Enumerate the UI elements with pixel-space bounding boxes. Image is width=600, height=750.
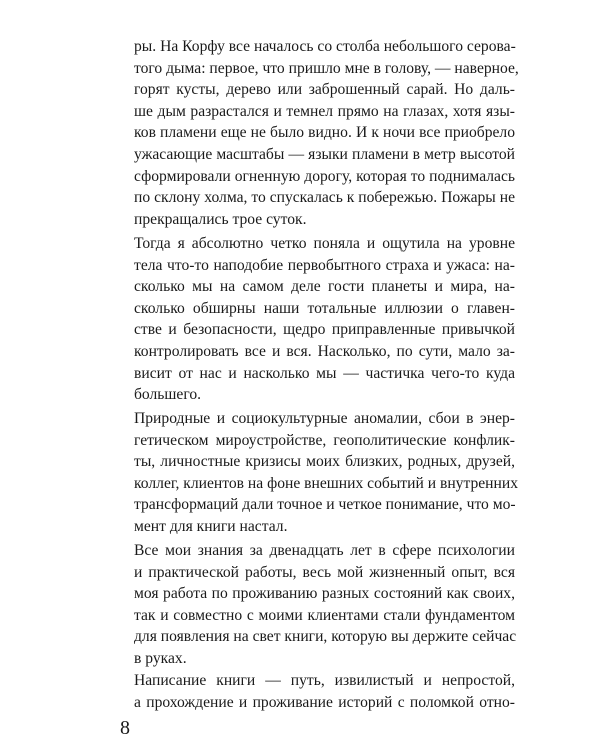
text-line: сколько мы на самом деле гости планеты и мира, на- bbox=[134, 278, 515, 296]
text-line: горят кусты, дерево или заброшенный сарай. Но даль- bbox=[134, 81, 515, 99]
text-line: ше дым разрастался и темнел прямо на глазах, хотя язы- bbox=[134, 102, 515, 120]
text-line: гетическом мироустройстве, геополитические конфлик- bbox=[134, 431, 515, 449]
text-line: того дыма: первое, что пришло мне в голову, — наверное, bbox=[134, 59, 519, 77]
text-line: ков пламени еще не было видно. И к ночи все приобрело bbox=[134, 124, 515, 142]
paragraph-5 bbox=[134, 670, 515, 713]
text-line: и практической работы, весь мой жизненный опыт, вся bbox=[134, 563, 515, 581]
text-line: а прохождение и проживание историй с поломкой отно- bbox=[134, 693, 515, 711]
text-line: стве и безопасности, щедро приправленные привычкой bbox=[134, 321, 515, 339]
page-number: 8 bbox=[120, 717, 130, 739]
text-line: прекращались трое суток. bbox=[134, 210, 307, 228]
text-line: сколько обширны наши тотальные иллюзии о главен- bbox=[134, 299, 515, 317]
text-line: большего. bbox=[134, 386, 202, 404]
text-line: моя работа по проживанию разных состояний как своих, bbox=[134, 585, 515, 603]
text-line: мент для книги настал. bbox=[134, 517, 288, 535]
text-line: Все мои знания за двенадцать лет в сфере психологии bbox=[134, 542, 515, 559]
text-line: Природные и социокультурные аномалии, сбои в энер- bbox=[134, 410, 515, 427]
text-line: Тогда я абсолютно четко поняла и ощутила на уровне bbox=[134, 235, 515, 252]
text-line: контролировать все и вся. Насколько, по сути, мало за- bbox=[134, 342, 515, 360]
text-line: тела что-то наподобие первобытного страха и ужаса: на- bbox=[134, 256, 515, 274]
paragraph-1 bbox=[134, 36, 519, 230]
text-line: Написание книги — путь, извилистый и непростой, bbox=[134, 672, 515, 689]
text-line: коллег, клиентов на фоне внешних событий и внутренних bbox=[134, 474, 519, 492]
paragraph-3 bbox=[134, 408, 519, 538]
text-line: ты, личностные кризисы моих близких, родных, друзей, bbox=[134, 453, 515, 471]
text-line: в руках. bbox=[134, 649, 187, 667]
text-line: ужасающие масштабы — языки пламени в метр высотой bbox=[134, 145, 515, 163]
text-line: сформировали огненную дорогу, которая то поднималась bbox=[134, 167, 515, 185]
paragraph-4 bbox=[134, 540, 515, 670]
text-line: трансформаций дали точное и четкое понимание, что мо- bbox=[134, 496, 516, 514]
paragraph-2 bbox=[134, 233, 515, 406]
text-line: висит от нас и насколько мы — частичка чего-то куда bbox=[134, 364, 515, 382]
text-line: так и совместно с моими клиентами стали фундаментом bbox=[134, 606, 515, 624]
text-line: для появления на свет книги, которую вы держите сейчас bbox=[134, 628, 517, 646]
text-line: по склону холма, то спускалась к побережью. Пожары не bbox=[134, 189, 515, 207]
text-line: ры. На Корфу все началось со столба небольшого серова- bbox=[134, 38, 516, 55]
